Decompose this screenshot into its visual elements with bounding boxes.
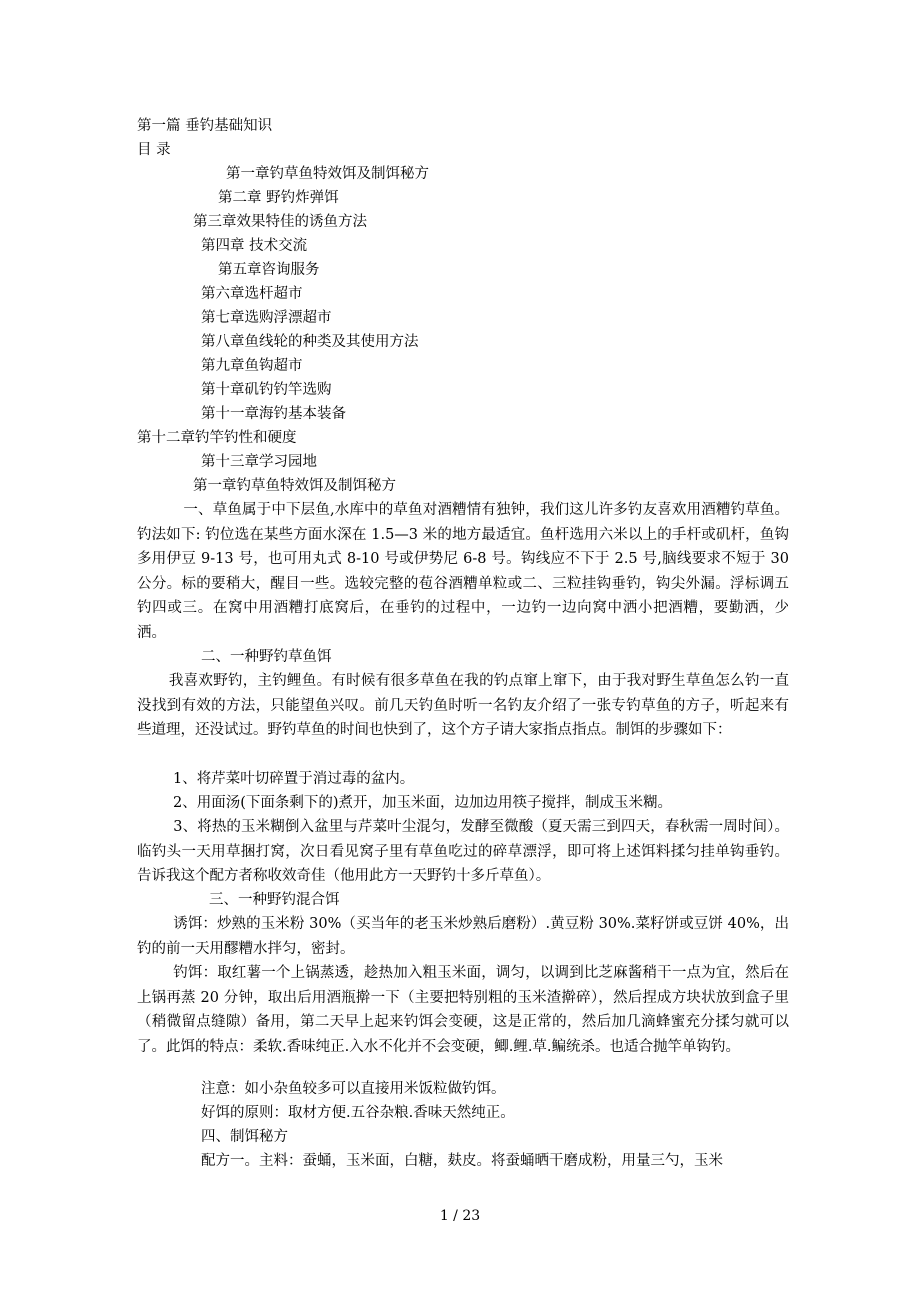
principle-line: 好饵的原则：取材方便.五谷杂粮.香味天然纯正。 [201, 1105, 515, 1121]
toc-label: 目 录 [137, 142, 171, 158]
step-1: 1、将芹菜叶切碎置于消过毒的盆内。 [173, 771, 415, 787]
section-heading: 二、一种野钓草鱼饵 [201, 649, 332, 665]
toc-item: 第五章咨询服务 [218, 262, 320, 278]
toc-item: 第九章鱼钩超市 [201, 358, 303, 374]
document-title: 第一篇 垂钓基础知识 [137, 118, 273, 134]
toc-item: 第七章选购浮漂超市 [201, 310, 332, 326]
toc-item: 第十二章钓竿钓性和硬度 [137, 430, 297, 446]
note-line: 注意：如小杂鱼较多可以直接用米饭粒做钓饵。 [201, 1081, 506, 1097]
recipe-line: 配方一。主料：蚕蛹，玉米面，白糖，麸皮。将蚕蛹晒干磨成粉，用量三勺，玉米 [201, 1153, 723, 1169]
toc-item: 第六章选杆超市 [201, 286, 303, 302]
chapter-heading: 第一章钓草鱼特效饵及制饵秘方 [193, 478, 396, 494]
toc-item: 第八章鱼线轮的种类及其使用方法 [201, 334, 419, 350]
toc-item: 第三章效果特佳的诱鱼方法 [193, 214, 367, 230]
toc-item: 第十章矶钓钓竿选购 [201, 382, 332, 398]
section-heading: 四、制饵秘方 [201, 1129, 288, 1145]
toc-item: 第一章钓草鱼特效饵及制饵秘方 [226, 166, 429, 182]
paragraph-1: 一、草鱼属于中下层鱼,水库中的草鱼对酒糟情有独钟，我们这儿许多钓友喜欢用酒糟钓草鱼。钓法如下: 钓位选在某些方面水深在 1.5—3 米的地方最适宜。鱼杆选用六米以上的手杆或矶杆，鱼钩多用伊豆 9-13 号，也可用丸式 8-10 号或伊势尼 6-8 号。钩线应不下于 2.5 号,脑线要求不短于 30 公分。标的要稍大，醒目一些。选较完整的苞谷酒糟单粒或二、三粒挂钩垂钓，钩尖外漏。浮标调五钓四或三。在窝中用酒糟打底窝后，在垂钓的过程中，一边钓一边向窝中洒小把酒糟，要勤洒，少洒。 [137, 502, 789, 641]
section-heading: 三、一种野钓混合饵 [209, 892, 340, 908]
paragraph-lure: 诱饵：炒熟的玉米粉 30%（买当年的老玉米炒熟后磨粉）.黄豆粉 30%.菜籽饼或豆饼 40%，出钓的前一天用醪糟水拌匀，密封。 [137, 916, 789, 957]
toc-item: 第二章 野钓炸弹饵 [218, 190, 339, 206]
step-3: 3、将热的玉米糊倒入盆里与芹菜叶尘混匀，发酵至微酸（夏天需三到四天，春秋需一周时间）。临钓头一天用草捆打窝，次日看见窝子里有草鱼吃过的碎草漂浮，即可将上述饵料揉匀挂单钩垂钓。告诉我这个配方者称收效奇佳（他用此方一天野钓十多斤草鱼）。 [137, 819, 789, 884]
toc-item: 第十一章海钓基本装备 [201, 406, 346, 422]
toc-item: 第十三章学习园地 [201, 454, 317, 470]
page-number: 1 / 23 [439, 1208, 481, 1224]
toc-item: 第四章 技术交流 [201, 238, 308, 254]
step-2: 2、用面汤(下面条剩下的)煮开，加玉米面，边加边用筷子搅拌，制成玉米糊。 [173, 795, 673, 811]
paragraph-bait: 钓饵：取红薯一个上锅蒸透，趁热加入粗玉米面，调匀，以调到比芝麻酱稍干一点为宜，然后在上锅再蒸 20 分钟，取出后用酒瓶擀一下（主要把特别粗的玉米渣擀碎），然后捏成方块状放到盒子里（稍微留点缝隙）备用，第二天早上起来钓饵会变硬，这是正常的，然后加几滴蜂蜜充分揉匀就可以了。此饵的特点：柔软.香味纯正.入水不化并不会变硬，鲫.鲤.草.鳊统杀。也适合抛竿单钩钓。 [137, 965, 789, 1055]
paragraph-2: 我喜欢野钓，主钓鲤鱼。有时候有很多草鱼在我的钓点窜上窜下，由于我对野生草鱼怎么钓一直没找到有效的方法，只能望鱼兴叹。前几天钓鱼时听一名钓友介绍了一张专钓草鱼的方子，听起来有些道理，还没试过。野钓草鱼的时间也快到了，这个方子请大家指点指点。制饵的步骤如下： [137, 673, 789, 738]
